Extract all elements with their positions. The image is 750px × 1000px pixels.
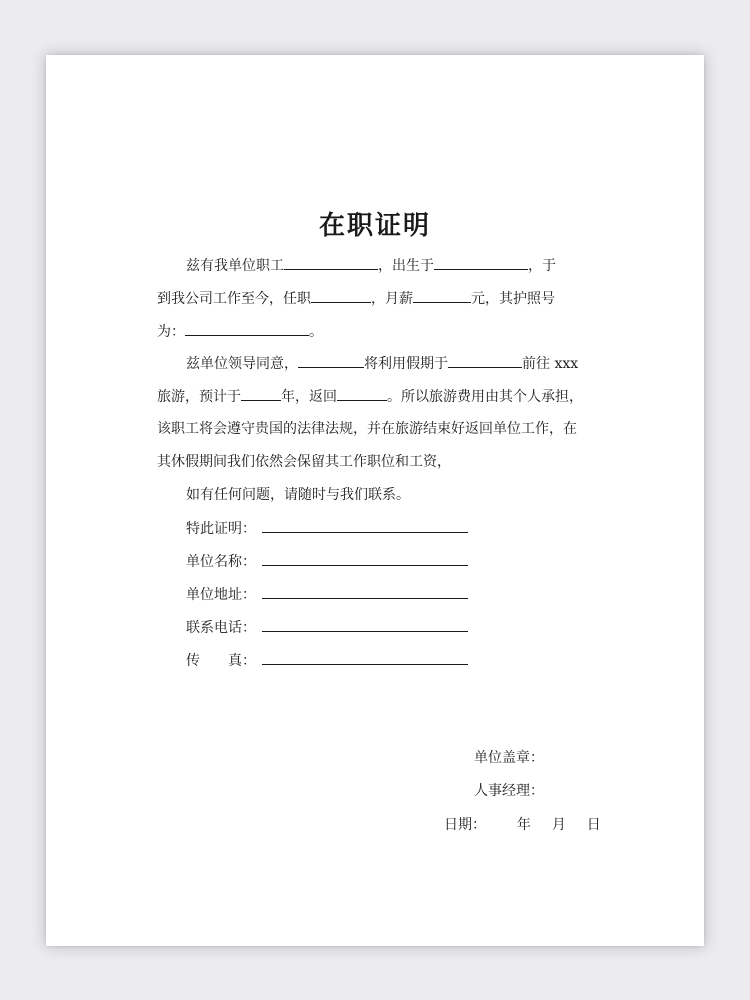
field-label: 特此证明： xyxy=(186,521,256,537)
date-row xyxy=(444,815,601,835)
paragraph-2-line-1 xyxy=(186,353,578,374)
field-label: 联系电话： xyxy=(186,620,256,636)
text-segment: 元，其护照号 xyxy=(471,291,555,307)
passport-number-blank[interactable] xyxy=(185,321,309,336)
text-segment: 将利用假期于 xyxy=(364,356,448,372)
company-address-blank[interactable] xyxy=(262,584,468,599)
date-label: 日期： xyxy=(444,817,486,833)
expected-year-blank[interactable] xyxy=(241,386,281,401)
fax-blank[interactable] xyxy=(262,650,468,665)
text-segment: 兹有我单位职工 xyxy=(186,258,284,274)
field-label: 单位名称： xyxy=(186,554,256,570)
text-segment: 旅游，预计于 xyxy=(157,389,241,405)
paragraph-3: 如有任何问题，请随时与我们联系。 xyxy=(186,487,410,503)
field-company-address xyxy=(186,584,468,605)
year-label: 年 xyxy=(516,817,531,833)
birth-date-blank[interactable] xyxy=(434,255,528,270)
text-segment: 。 xyxy=(309,324,323,340)
field-company-name xyxy=(186,551,468,572)
text-segment: 前往 xxx xyxy=(522,356,579,372)
text-segment: ，月薪 xyxy=(371,291,413,307)
certify-blank[interactable] xyxy=(262,518,468,533)
text-segment: 为： xyxy=(157,324,185,340)
phone-blank[interactable] xyxy=(262,617,468,632)
text-segment: 到我公司工作至今，任职 xyxy=(157,291,311,307)
document-page xyxy=(46,55,704,946)
field-certify xyxy=(186,518,468,539)
field-phone xyxy=(186,617,468,638)
text-segment: 兹单位领导同意， xyxy=(186,356,298,372)
field-label: 传 真： xyxy=(186,653,256,669)
employee-name-blank-2[interactable] xyxy=(298,353,364,368)
position-blank[interactable] xyxy=(311,288,371,303)
return-date-blank[interactable] xyxy=(337,386,387,401)
company-name-blank[interactable] xyxy=(262,551,468,566)
paragraph-1-line-3 xyxy=(157,321,323,342)
company-seal-label: 单位盖章： xyxy=(474,750,544,766)
day-label: 日 xyxy=(586,817,601,833)
text-segment: ，于 xyxy=(528,258,556,274)
departure-date-blank[interactable] xyxy=(448,353,522,368)
month-label: 月 xyxy=(551,817,566,833)
salary-blank[interactable] xyxy=(413,288,471,303)
text-segment: 。所以旅游费用由其个人承担， xyxy=(387,389,583,405)
paragraph-1-line-1 xyxy=(186,255,556,276)
field-fax xyxy=(186,650,468,671)
document-title: 在职证明 xyxy=(318,211,431,241)
hr-manager-label: 人事经理： xyxy=(474,783,544,799)
text-segment: ，出生于 xyxy=(378,258,434,274)
paragraph-2-line-3: 该职工将会遵守贵国的法律法规，并在旅游结束好返回单位工作，在 xyxy=(157,421,577,437)
employee-name-blank[interactable] xyxy=(284,255,378,270)
paragraph-2-line-2 xyxy=(157,386,583,407)
field-label: 单位地址： xyxy=(186,587,256,603)
paragraph-1-line-2 xyxy=(157,288,555,309)
text-segment: 年，返回 xyxy=(281,389,337,405)
paragraph-2-line-4: 其休假期间我们依然会保留其工作职位和工资， xyxy=(157,454,451,470)
